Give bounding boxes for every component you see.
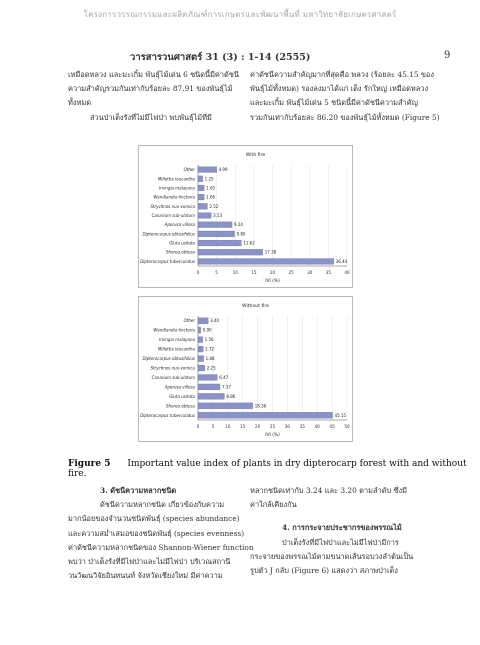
x-tick-label: 40 [344,270,350,275]
figure-caption [68,459,480,479]
ivi-chart-without-fire [138,296,353,442]
page-number: 9 [444,50,451,61]
x-tick-label: 35 [325,270,332,275]
data-label: 1.56 [204,337,214,343]
data-label: 36.44 [335,258,348,264]
body-bottom-left-column [68,484,258,583]
text-line: รวมกันเท่ากับร้อยละ 86.20 ของพันธุ์ไม้ทั้งหมด (Figure 5) [250,112,440,122]
y-tick-label: Other [183,167,195,173]
x-tick-label: 30 [284,424,291,429]
data-label: 9.14 [234,222,243,228]
section-heading: 3. ดัชนีความหลากชนิด [100,486,177,495]
y-tick-label: Dipterocarpus obtusifolius [142,356,195,362]
page-watermark-header: โครงการวรรณกรรมและผลิตภัณฑ์การเกษตรและพัฒนาพื้นที่ มหาวิทยาลัยเกษตรศาสตร์ [83,10,397,19]
data-label: 2.25 [206,365,216,371]
bar [198,240,241,246]
journal-title: วารสารวนศาสตร์ 31 (3) : 1-14 (2555) [130,52,311,63]
data-label: 1.25 [204,176,214,182]
text-line: ค่าดัชนีความสำคัญมากที่สุดคือ พลวง (ร้อยละ 45.15 ของ [250,70,434,79]
y-tick-label: Aporusa villosa [164,222,195,228]
x-tick-label: 15 [240,424,246,429]
data-label: 8.86 [226,393,236,399]
data-label: 3.53 [213,213,223,218]
text-line: และความสม่ำเสมอของชนิดพันธุ์ (species evenness) [68,528,245,538]
text-line: ทั้งหมด [68,98,92,108]
text-line: ส่วนป่าเต็งรังที่ไม่มีไฟป่า พบพันธุ์ไม้ที่มี [90,112,212,122]
data-label: 2.52 [209,203,219,209]
text-line: ความสำคัญรวมกันเท่ากับร้อยละ 87.91 ของพันธุ์ไม้ [68,84,233,94]
data-label: 18.36 [254,403,267,409]
x-tick-label: 5 [215,270,218,275]
section-heading: 4. การกระจายประชากรของพรรณไม้ [282,523,402,533]
bar [198,327,201,333]
bar [198,167,217,173]
text-line: วนวัฒนวิจัยอินทนนท์ จังหวัดเชียงใหม่ มีค่าความ [68,571,223,581]
text-line: ดัชนีความหลากชนิด เกี่ยวข้องกับความ [100,500,225,510]
bar [198,194,204,200]
text-line: ค่าดัชนีความหลากชนิดของ Shannon-Wiener function [68,542,254,552]
x-tick-label: 40 [314,424,320,429]
y-tick-label: Canarium sub-ulatum [151,374,195,380]
bar [198,176,203,182]
data-label: 9.80 [236,231,246,237]
y-tick-label: Canarium sub-ulatum [151,213,195,218]
y-tick-label: Millettia leucantha [157,346,195,352]
data-label: 0.90 [202,327,212,333]
x-tick-label: 30 [307,270,313,275]
bar [198,259,334,265]
text-line: กระจายของพรรณไม้ตามขนาดเส้นรอบวงลำต้นเป็น [250,551,414,561]
x-tick-label: 25 [288,270,294,275]
y-tick-label: Strychnos nux-vomica [150,365,195,371]
x-tick-label: 20 [269,270,276,275]
bar [198,318,208,324]
x-axis-label: IVI (%) [265,433,280,438]
x-tick-label: 10 [232,270,238,275]
body-top-left-column [68,68,258,125]
y-tick-label: Shorea obtusa [166,403,195,409]
y-tick-label: Dipterocarpus tuberculatus [140,258,195,264]
body-top-right-column [250,68,440,125]
data-label: 1.66 [206,194,216,200]
bar [198,203,207,209]
body-bottom-right-column [250,484,440,578]
bar [198,393,224,399]
data-label: 1.88 [205,356,215,362]
x-axis-label: IVI (%) [265,279,280,284]
bar [198,222,232,228]
data-label: 17.38 [264,249,277,255]
x-tick-label: 45 [329,424,335,429]
y-tick-label: Irvingia malayana [159,185,195,191]
figure-label: Figure 5 [68,459,111,469]
text-line: และมะเกิ้ม พันธุ์ไม้เด่น 5 ชนิดนี้มีค่าดัชนีความสำคัญ [250,98,418,108]
text-line: ป่าเต็งรังที่มีไฟป่าและไม่มีไฟป่ามีการ [282,537,399,547]
bar [198,403,253,409]
x-tick-label: 15 [251,270,257,275]
y-tick-label: Gluta usitata [169,240,195,246]
bar [198,346,203,352]
data-label: 1.65 [206,185,216,191]
x-tick-label: 25 [269,424,276,429]
y-tick-label: Aporusa villosa [164,384,195,390]
bar [198,337,203,343]
bar [198,412,333,418]
y-tick-label: Dipterocarpus tuberculatus [140,412,195,418]
x-tick-label: 50 [344,424,350,429]
y-tick-label: Millettia leucantha [157,176,195,182]
text-line: เหมือดหลวง และมะเกิ้ม พันธุ์ไม้เด่น 6 ชนิดนี้มีค่าดัชนี [68,70,239,79]
chart-title: Without fire [242,304,269,309]
data-label: 45.15 [334,412,347,418]
y-tick-label: Wendlandia tinctoria [153,194,195,200]
data-label: 4.99 [218,167,228,173]
data-label: 11.62 [243,240,255,246]
data-label: 7.37 [221,384,231,390]
x-tick-label: 0 [196,270,200,275]
data-label: 1.72 [205,346,215,352]
y-tick-label: Shorea obtusa [166,249,195,255]
y-tick-label: Wendlandia tinctoria [153,327,195,333]
text-line: รูปตัว J กลับ (Figure 6) แสดงว่า สภาพป่าเต็ง [250,566,398,576]
chart-title: With fire [245,153,266,158]
y-tick-label: Other [183,318,195,324]
text-line: พันธุ์ไม้ทั้งหมด) รองลงมาได้แก่ เต็ง รักใหญ่ เหมือดหลวง [250,84,429,94]
ivi-chart-with-fire [138,145,353,288]
y-tick-label: Gluta usitata [169,393,195,399]
bar [198,249,263,255]
x-tick-label: 35 [299,424,305,429]
text-line: ค่าใกล้เคียงกัน [250,500,297,510]
bar [198,185,204,191]
data-label: 3.40 [210,318,220,324]
bar [198,356,204,362]
bar [198,231,235,237]
bar [198,375,217,381]
x-tick-label: 0 [196,424,200,429]
text-line: หลากชนิดเท่ากับ 3.24 และ 3.20 ตามลำดับ ซึ่งมี [250,486,408,495]
bar [198,384,220,390]
text-line: มากน้อยของจำนวนชนิดพันธุ์ (species abundance) [68,514,240,524]
x-tick-label: 20 [254,424,261,429]
figure-caption-text: Important value index of plants in dry dipterocarp forest with and without fire. [68,459,467,479]
y-tick-label: Strychnos nux-vomica [150,203,195,209]
data-label: 6.47 [219,374,229,380]
x-tick-label: 5 [211,424,215,429]
x-tick-label: 10 [225,424,231,429]
y-tick-label: Irvingia malayana [159,337,195,343]
bar [198,213,211,219]
y-tick-label: Dipterocarpus obtusifolius [142,231,195,237]
bar [198,365,205,371]
text-line: พบว่า ป่าเต็งรังที่มีไฟป่าและไม่มีไฟป่า บริเวณสถานี [68,557,231,567]
